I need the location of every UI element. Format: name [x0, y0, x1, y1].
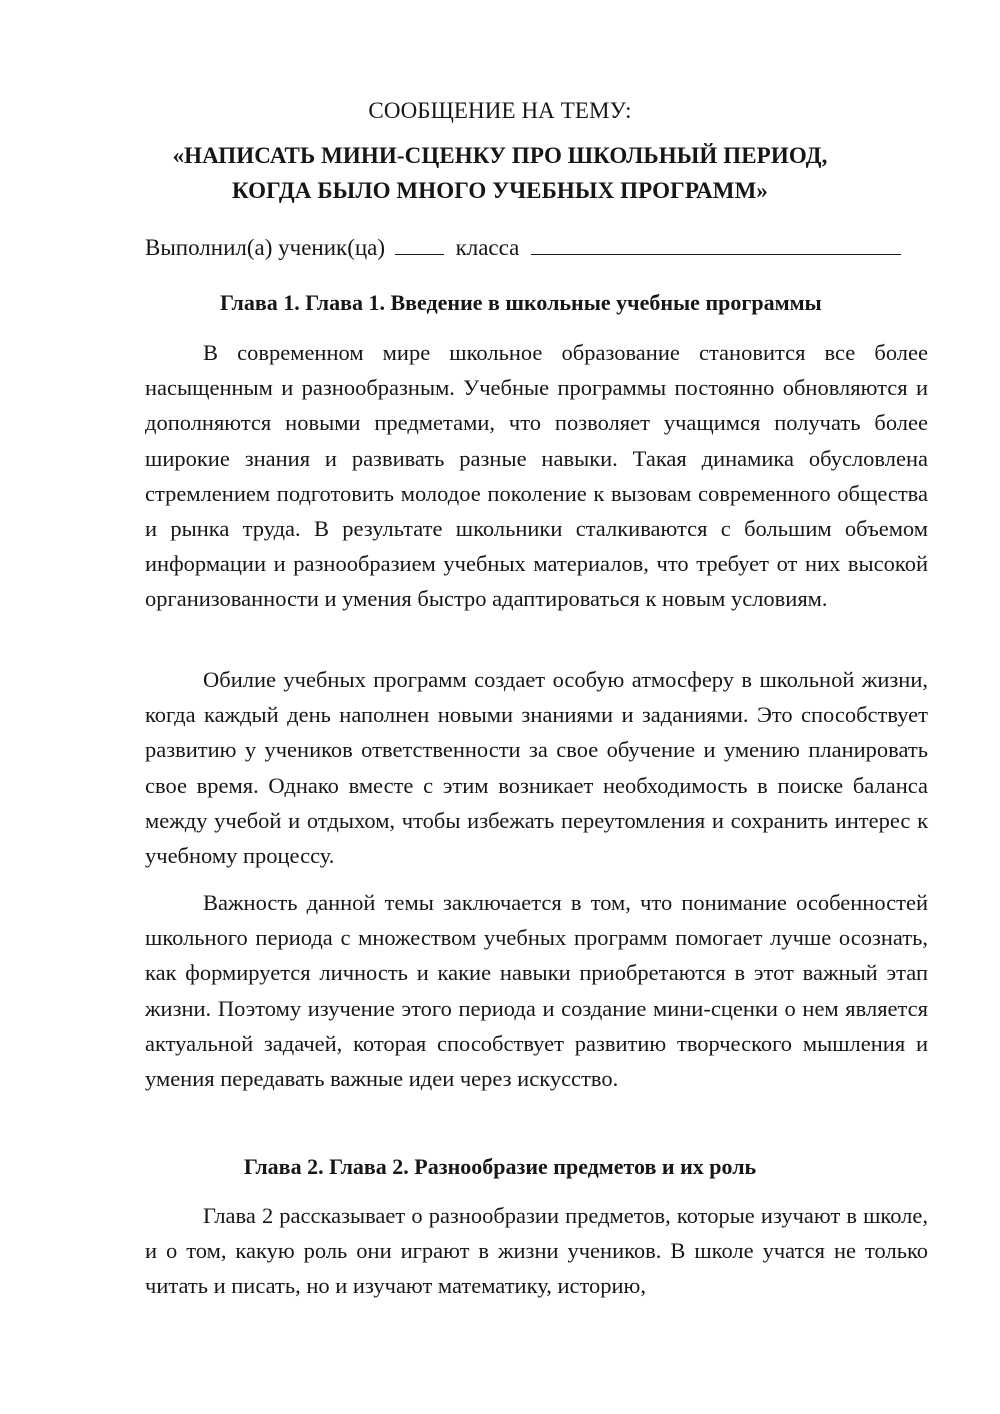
class-label: класса: [455, 235, 520, 260]
chapter-2-paragraph: Глава 2 рассказывает о разнообразии предметов, которые изучают в школе, и о том, какую роль они играют в жизни учеников. В школе учатся не только читать и писать, но и изучают математику, историю,: [145, 1203, 928, 1299]
document-subject: СООБЩЕНИЕ НА ТЕМУ:: [368, 98, 632, 123]
chapter-1-paragraph: Обилие учебных программ создает особую атмосферу в школьной жизни, когда каждый день наполнен новыми знаниями и заданиями. Это способствует развитию у учеников ответственности за свое обучение и умению планировать свое время. Однако вместе с этим возникает необходимость в поиске баланса между учебой и отдыхом, чтобы избежать переутомления и сохранить интерес к учебному процессу.: [145, 667, 928, 869]
name-blank-field: [531, 234, 901, 255]
class-blank-field: [395, 234, 444, 255]
chapter-1-paragraph: В современном мире школьное образование становится все более насыщенным и разнообразным. Учебные программы постоянно обновляются и дополняются новыми предметами, что позволяет учащимся получать более широкие знания и развивать разные навыки. Такая динамика обусловлена стремлением подготовить молодое поколение к вызовам современного общества и рынка труда. В результате школьники сталкиваются с большим объемом информации и разнообразием учебных материалов, что требует от них высокой организованности и умения быстро адаптироваться к новым условиям.: [145, 340, 928, 612]
chapter-2-heading: Глава 2. Глава 2. Разнообразие предметов и их роль: [243, 1154, 757, 1179]
chapter-1-heading: Глава 1. Глава 1. Введение в школьные учебные программы: [220, 290, 822, 315]
author-label: Выполнил(а) ученик(ца): [145, 235, 386, 260]
chapter-1-paragraph: Важность данной темы заключается в том, что понимание особенностей школьного периода с множеством учебных программ помогает лучше осознать, как формируется личность и какие навыки приобретаются в этот важный этап жизни. Поэтому изучение этого периода и создание мини-сценки о нем является актуальной задачей, которая способствует развитию творческого мышления и умения передавать важные идеи через искусство.: [145, 890, 928, 1092]
document-title-line-2: КОГДА БЫЛО МНОГО УЧЕБНЫХ ПРОГРАММ»: [231, 178, 769, 203]
document-title-line-1: «НАПИСАТЬ МИНИ-СЦЕНКУ ПРО ШКОЛЬНЫЙ ПЕРИОД,: [172, 143, 828, 168]
author-line: [145, 233, 935, 263]
